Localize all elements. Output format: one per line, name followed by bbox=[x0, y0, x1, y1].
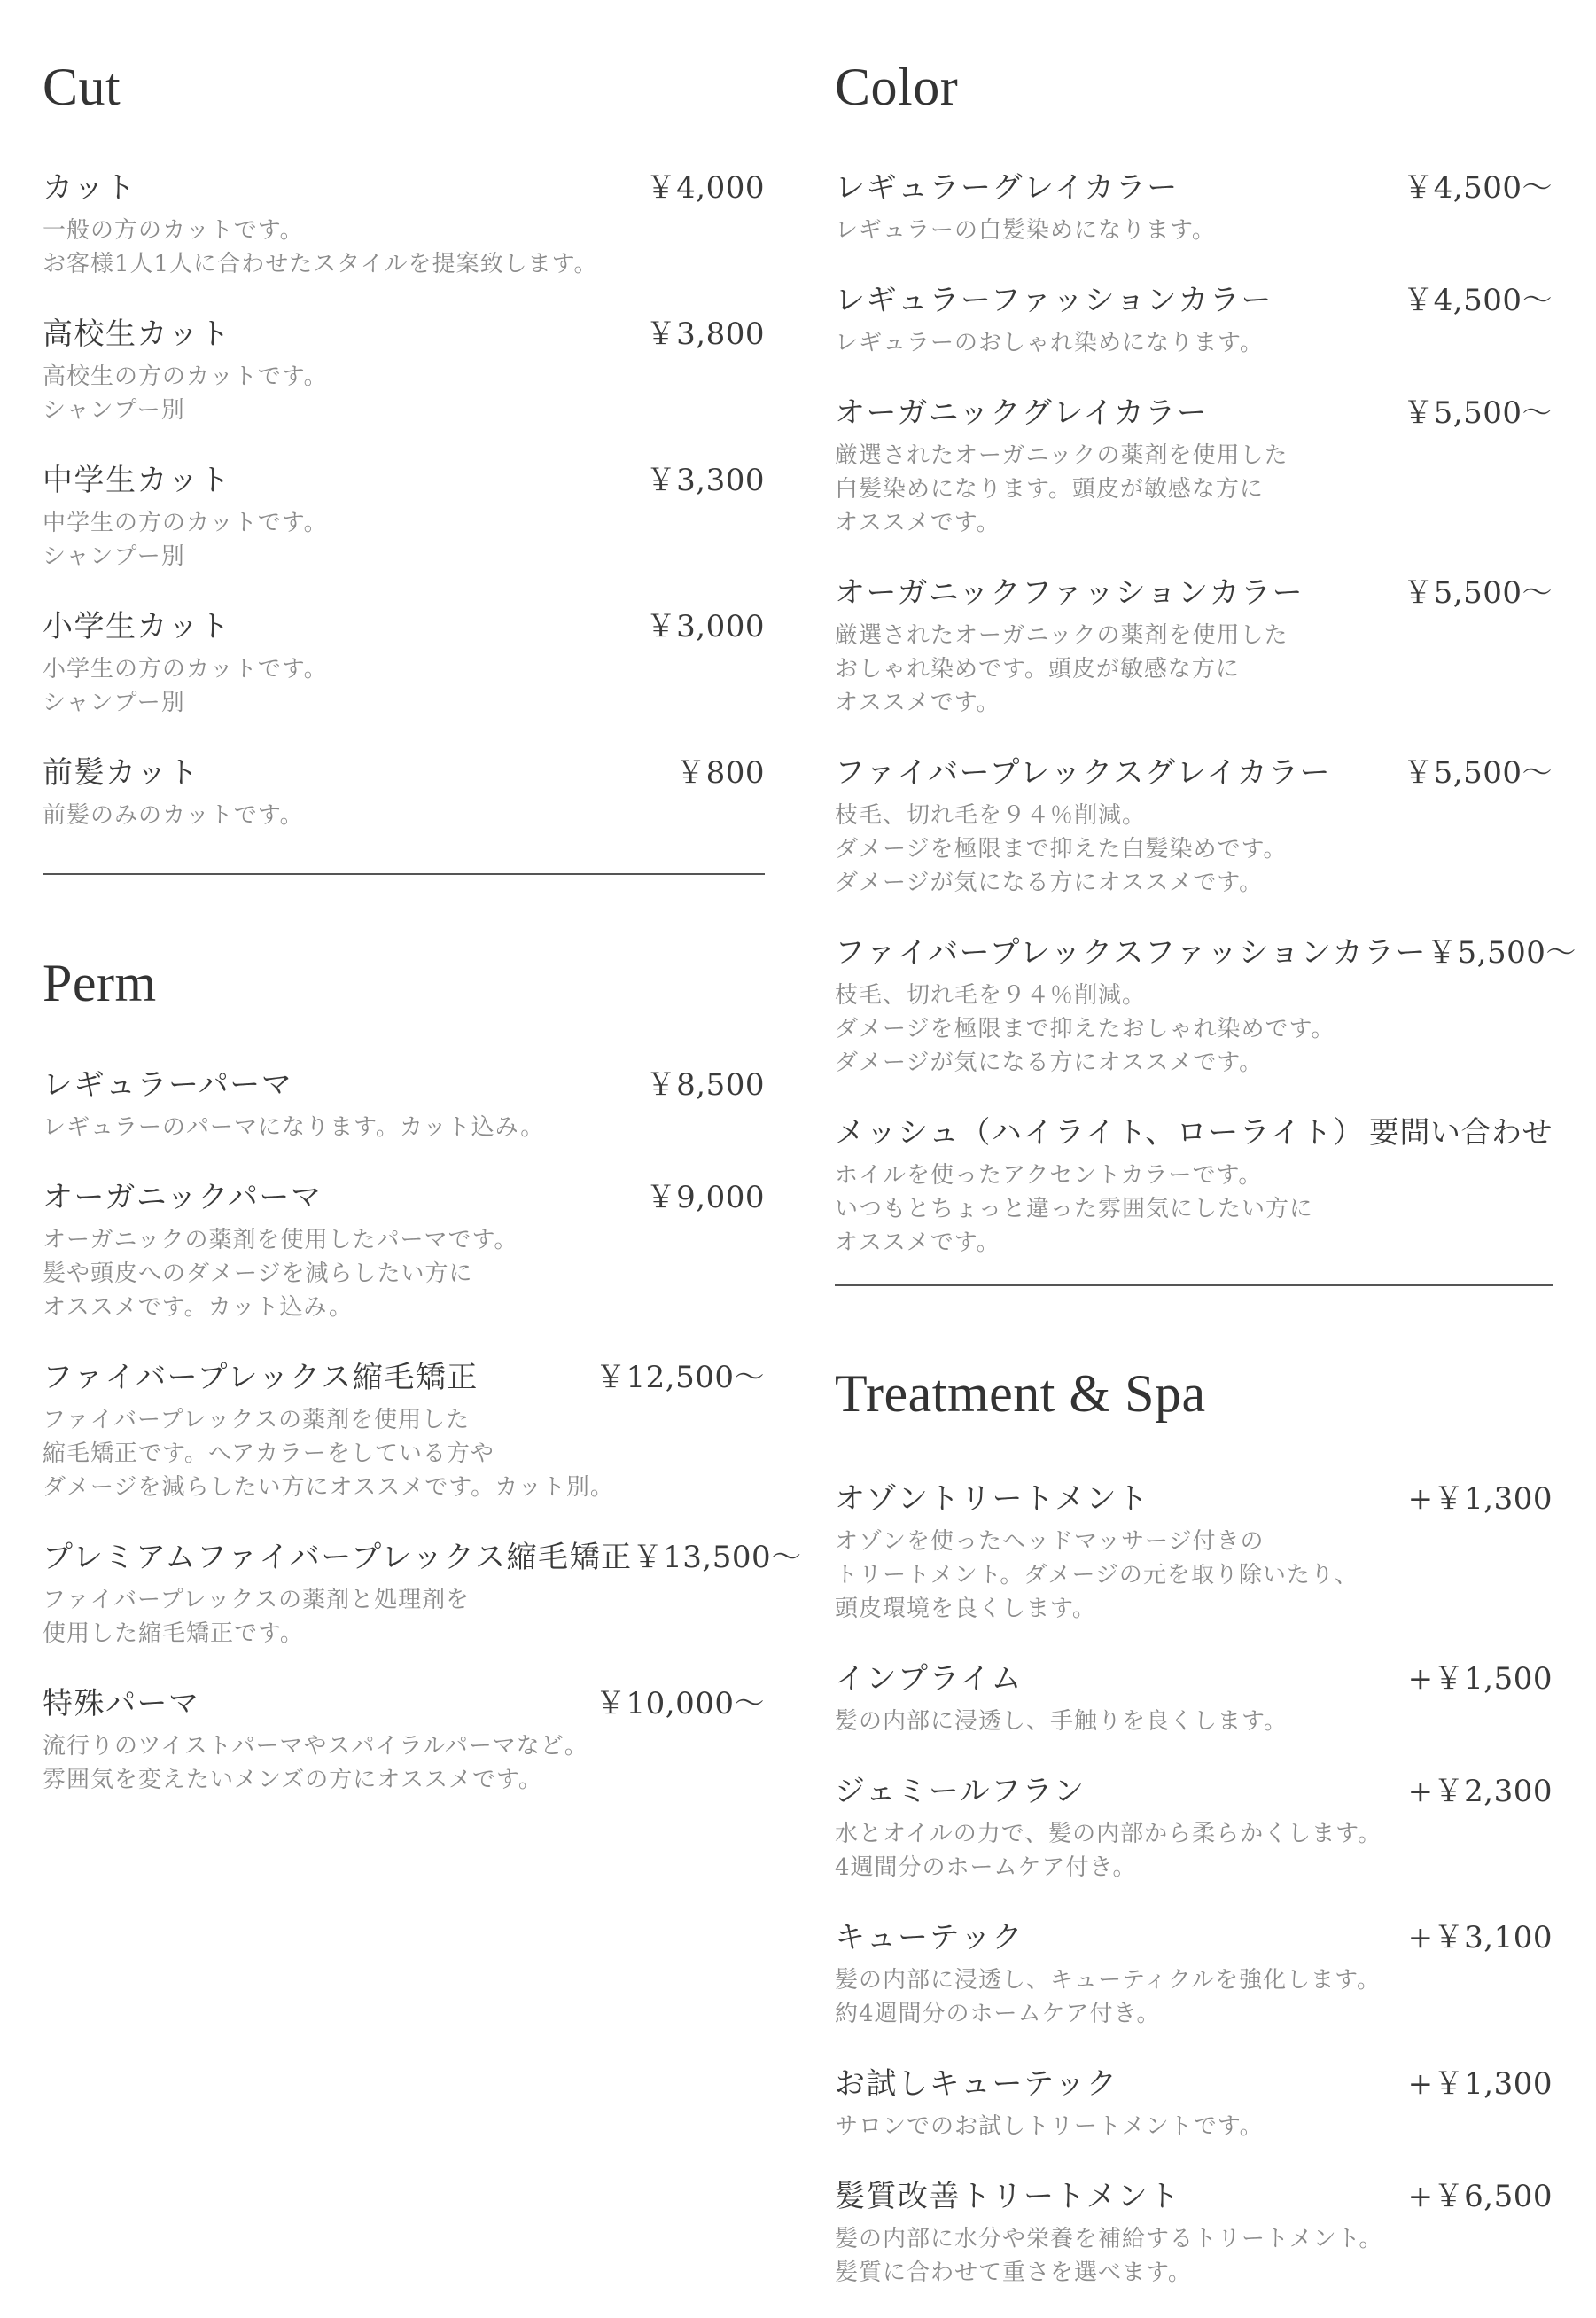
description-line: 縮毛矯正です。ヘアカラーをしている方や bbox=[43, 1440, 494, 1467]
menu-item-price: ￥3,800 bbox=[645, 316, 765, 352]
description-line: レギュラーの白髪染めになります。 bbox=[835, 217, 1216, 244]
menu-item-price: +￥6,500 bbox=[1407, 2179, 1553, 2214]
menu-item-name: インプライム bbox=[835, 1661, 1023, 1697]
menu-item-header bbox=[835, 2059, 1553, 2103]
description-line: オゾンを使ったヘッドマッサージ付きの bbox=[835, 1528, 1265, 1555]
menu-item-header bbox=[835, 748, 1553, 792]
menu-item-price: ￥3,300 bbox=[645, 463, 765, 498]
menu-item-name: オーガニックパーマ bbox=[43, 1180, 323, 1215]
description-line: シャンプー別 bbox=[43, 690, 185, 716]
description-line: オススメです。カット込み。 bbox=[43, 1294, 353, 1321]
menu-item-header bbox=[43, 748, 765, 792]
menu-item-price: +￥2,300 bbox=[1407, 1774, 1553, 1809]
menu-item-description bbox=[43, 1583, 765, 1651]
description-line: ホイルを使ったアクセントカラーです。 bbox=[835, 1162, 1263, 1189]
description-line: オススメです。 bbox=[835, 510, 1000, 536]
menu-item-name: 髪質改善トリートメント bbox=[835, 2179, 1181, 2214]
menu-item-header bbox=[835, 1654, 1553, 1698]
menu-item-description bbox=[835, 1705, 1553, 1738]
menu-item-description bbox=[43, 799, 765, 832]
menu-item-header bbox=[43, 602, 765, 645]
description-line: オススメです。 bbox=[835, 1229, 1000, 1256]
menu-item-name: お試しキューテック bbox=[835, 2066, 1118, 2102]
description-line: お客様1人1人に合わせたスタイルを提案致します。 bbox=[43, 251, 598, 277]
menu-item-name: ファイバープレックス縮毛矯正 bbox=[43, 1360, 479, 1395]
description-line: ダメージが気になる方にオススメです。 bbox=[835, 1050, 1264, 1076]
menu-item-header bbox=[43, 1533, 802, 1576]
menu-item-description bbox=[43, 1223, 765, 1324]
menu-item-header bbox=[43, 1060, 765, 1104]
description-line: 髪の内部に水分や栄養を補給するトリートメント。 bbox=[835, 2226, 1383, 2252]
menu-item-header bbox=[835, 388, 1553, 432]
description-line: 水とオイルの力で、髪の内部から柔らかくします。 bbox=[835, 1821, 1382, 1847]
menu-item-description bbox=[835, 439, 1553, 540]
menu-item-name: レギュラーパーマ bbox=[43, 1067, 293, 1103]
menu-item-name: 中学生カット bbox=[43, 463, 231, 498]
menu-item-price: ￥4,500〜 bbox=[1403, 170, 1553, 206]
description-line: 使用した縮毛矯正です。 bbox=[43, 1620, 304, 1647]
description-line: 雰囲気を変えたいメンズの方にオススメです。 bbox=[43, 1767, 542, 1793]
menu-item bbox=[43, 1173, 765, 1324]
menu-item bbox=[835, 276, 1553, 360]
menu-item bbox=[835, 928, 1577, 1080]
description-line: 髪の内部に浸透し、手触りを良くします。 bbox=[835, 1708, 1288, 1735]
menu-item bbox=[43, 456, 765, 574]
description-line: 髪や頭皮へのダメージを減らしたい方に bbox=[43, 1260, 473, 1287]
menu-item-price: +￥1,300 bbox=[1407, 1481, 1553, 1517]
color-menu-list bbox=[835, 163, 1577, 1288]
cut-menu-list bbox=[43, 163, 765, 861]
treatment-menu-list bbox=[835, 1474, 1553, 2318]
menu-item-name: プレミアムファイバープレックス縮毛矯正 bbox=[43, 1540, 633, 1575]
description-line: 枝毛、切れ毛を９４％削減。 bbox=[835, 802, 1147, 829]
description-line: 4週間分のホームケア付き。 bbox=[835, 1854, 1137, 1881]
menu-item bbox=[43, 309, 765, 427]
menu-item bbox=[43, 1353, 765, 1504]
description-line: 厳選されたオーガニックの薬剤を使用した bbox=[835, 622, 1288, 649]
menu-item-price: ￥13,500〜 bbox=[632, 1540, 802, 1575]
menu-item-description bbox=[43, 1729, 765, 1797]
description-line: 流行りのツイストパーマやスパイラルパーマなど。 bbox=[43, 1733, 588, 1760]
description-line: トリートメント。ダメージの元を取り除いたり、 bbox=[835, 1562, 1359, 1588]
menu-item-description bbox=[43, 1403, 765, 1504]
menu-item-description bbox=[43, 1111, 765, 1144]
menu-item-description bbox=[835, 214, 1553, 247]
menu-item-price: ￥4,000 bbox=[645, 170, 765, 206]
menu-item bbox=[43, 1679, 765, 1797]
description-line: 頭皮環境を良くします。 bbox=[835, 1596, 1096, 1622]
menu-item-name: 高校生カット bbox=[43, 316, 231, 352]
menu-item-description bbox=[835, 1963, 1553, 2031]
menu-item-header bbox=[835, 276, 1553, 319]
description-line: ファイバープレックスの薬剤と処理剤を bbox=[43, 1587, 471, 1613]
treatment-section-title: Treatment & Spa bbox=[835, 1364, 1206, 1423]
description-line: 一般の方のカットです。 bbox=[43, 217, 304, 244]
menu-item-description bbox=[835, 1817, 1553, 1885]
menu-item-price: ￥3,000 bbox=[645, 609, 765, 644]
menu-item-description bbox=[835, 1525, 1553, 1626]
menu-item-price: ￥9,000 bbox=[645, 1180, 765, 1215]
menu-item-description bbox=[835, 619, 1553, 720]
menu-item-name: 小学生カット bbox=[43, 609, 231, 644]
menu-item-name: ファイバープレックスグレイカラー bbox=[835, 755, 1332, 791]
description-line: いつもとちょっと違った雰囲気にしたい方に bbox=[835, 1196, 1314, 1222]
menu-item-header bbox=[835, 163, 1553, 207]
menu-item-description bbox=[835, 799, 1553, 900]
description-line: ダメージが気になる方にオススメです。 bbox=[835, 870, 1264, 896]
menu-item-name: レギュラーグレイカラー bbox=[835, 170, 1179, 206]
description-line: ダメージを極限まで抑えた白髪染めです。 bbox=[835, 836, 1288, 862]
menu-item bbox=[835, 748, 1553, 900]
description-line: オーガニックの薬剤を使用したパーマです。 bbox=[43, 1227, 518, 1253]
description-line: サロンでのお試しトリートメントです。 bbox=[835, 2113, 1264, 2140]
menu-item-name: ファイバープレックスファッションカラー bbox=[835, 935, 1428, 971]
description-line: 厳選されたオーガニックの薬剤を使用した bbox=[835, 442, 1288, 469]
menu-item-price: ￥4,500〜 bbox=[1403, 283, 1553, 318]
menu-item-name: レギュラーファッションカラー bbox=[835, 283, 1273, 318]
menu-item-price: +￥1,300 bbox=[1407, 2066, 1553, 2102]
menu-item-price: ￥12,500〜 bbox=[596, 1360, 765, 1395]
color-section-title: Color bbox=[835, 58, 959, 116]
menu-item-name: カット bbox=[43, 170, 137, 206]
perm-section-title: Perm bbox=[43, 954, 157, 1012]
section-divider bbox=[43, 873, 765, 875]
menu-item-header bbox=[43, 456, 765, 499]
description-line: シャンプー別 bbox=[43, 397, 185, 424]
menu-item bbox=[835, 1654, 1553, 1738]
description-line: レギュラーのおしゃれ染めになります。 bbox=[835, 330, 1264, 356]
menu-item-header bbox=[835, 928, 1577, 972]
menu-item-description bbox=[43, 506, 765, 574]
description-line: オススメです。 bbox=[835, 690, 1000, 716]
menu-item-price: ￥8,500 bbox=[645, 1067, 765, 1103]
menu-item-header bbox=[835, 568, 1553, 612]
menu-item bbox=[835, 1474, 1553, 1626]
menu-item-header bbox=[43, 1173, 765, 1216]
description-line: ファイバープレックスの薬剤を使用した bbox=[43, 1407, 471, 1433]
cut-section-title: Cut bbox=[43, 58, 121, 116]
menu-item bbox=[835, 1767, 1553, 1885]
menu-item-header bbox=[835, 1108, 1553, 1151]
menu-item-description bbox=[835, 326, 1553, 360]
menu-item-name: キューテック bbox=[835, 1920, 1024, 1955]
description-line: 髪質に合わせて重さを選べます。 bbox=[835, 2259, 1192, 2286]
menu-item-header bbox=[43, 309, 765, 353]
menu-item bbox=[835, 568, 1553, 720]
menu-item-header bbox=[835, 1767, 1553, 1810]
menu-item-description bbox=[43, 360, 765, 427]
menu-item-price: ￥800 bbox=[675, 755, 765, 791]
menu-item bbox=[835, 388, 1553, 540]
menu-item-name: 特殊パーマ bbox=[43, 1686, 200, 1721]
menu-item-price: ￥10,000〜 bbox=[596, 1686, 765, 1721]
menu-item-price: ￥5,500〜 bbox=[1427, 935, 1577, 971]
menu-item bbox=[835, 2059, 1553, 2143]
menu-item-name: オゾントリートメント bbox=[835, 1481, 1149, 1517]
menu-item-header bbox=[43, 1679, 765, 1722]
menu-item-description bbox=[835, 2222, 1553, 2290]
menu-item-price: ￥5,500〜 bbox=[1403, 395, 1553, 431]
menu-item-price: +￥3,100 bbox=[1407, 1920, 1553, 1955]
description-line: ダメージを減らしたい方にオススメです。カット別。 bbox=[43, 1474, 614, 1501]
menu-item-description bbox=[43, 652, 765, 720]
description-line: 約4週間分のホームケア付き。 bbox=[835, 2001, 1161, 2027]
menu-item-price: ￥5,500〜 bbox=[1403, 755, 1553, 791]
perm-menu-list bbox=[43, 1060, 802, 1825]
section-divider bbox=[835, 1284, 1553, 1286]
menu-item-description bbox=[835, 2110, 1553, 2143]
description-line: 髪の内部に浸透し、キューティクルを強化します。 bbox=[835, 1967, 1382, 1994]
description-line: シャンプー別 bbox=[43, 543, 185, 570]
menu-item-header bbox=[43, 1353, 765, 1396]
menu-item-description bbox=[835, 979, 1553, 1080]
menu-item-price: 要問い合わせ bbox=[1369, 1115, 1553, 1151]
description-line: 中学生の方のカットです。 bbox=[43, 510, 328, 536]
menu-item bbox=[43, 602, 765, 720]
menu-item bbox=[835, 163, 1553, 247]
menu-item bbox=[43, 1060, 765, 1144]
menu-item-name: ジェミールフラン bbox=[835, 1774, 1086, 1809]
description-line: 小学生の方のカットです。 bbox=[43, 656, 328, 683]
menu-item bbox=[43, 163, 765, 281]
menu-item-price: ￥5,500〜 bbox=[1403, 575, 1553, 611]
description-line: ダメージを極限まで抑えたおしゃれ染めです。 bbox=[835, 1016, 1335, 1042]
menu-item-header bbox=[835, 1474, 1553, 1518]
menu-item bbox=[835, 1108, 1553, 1260]
menu-item-name: オーガニックファッションカラー bbox=[835, 575, 1304, 611]
menu-item-description bbox=[43, 214, 765, 281]
menu-item-name: 前髪カット bbox=[43, 755, 200, 791]
description-line: おしゃれ染めです。頭皮が敏感な方に bbox=[835, 656, 1240, 683]
menu-item-header bbox=[835, 1913, 1553, 1956]
description-line: 前髪のみのカットです。 bbox=[43, 802, 304, 829]
menu-item-description bbox=[835, 1159, 1553, 1260]
menu-item-price: +￥1,500 bbox=[1407, 1661, 1553, 1697]
menu-item bbox=[43, 1533, 802, 1651]
description-line: 高校生の方のカットです。 bbox=[43, 363, 328, 390]
menu-item-name: オーガニックグレイカラー bbox=[835, 395, 1209, 431]
description-line: レギュラーのパーマになります。カット込み。 bbox=[43, 1114, 545, 1141]
description-line: 白髪染めになります。頭皮が敏感な方に bbox=[835, 476, 1264, 503]
menu-item bbox=[835, 2172, 1553, 2290]
menu-item bbox=[835, 1913, 1553, 2031]
description-line: 枝毛、切れ毛を９４％削減。 bbox=[835, 982, 1147, 1009]
menu-item-header bbox=[43, 163, 765, 207]
menu-item-name: メッシュ（ハイライト、ローライト） bbox=[835, 1115, 1365, 1151]
menu-item bbox=[43, 748, 765, 832]
menu-item-header bbox=[835, 2172, 1553, 2215]
